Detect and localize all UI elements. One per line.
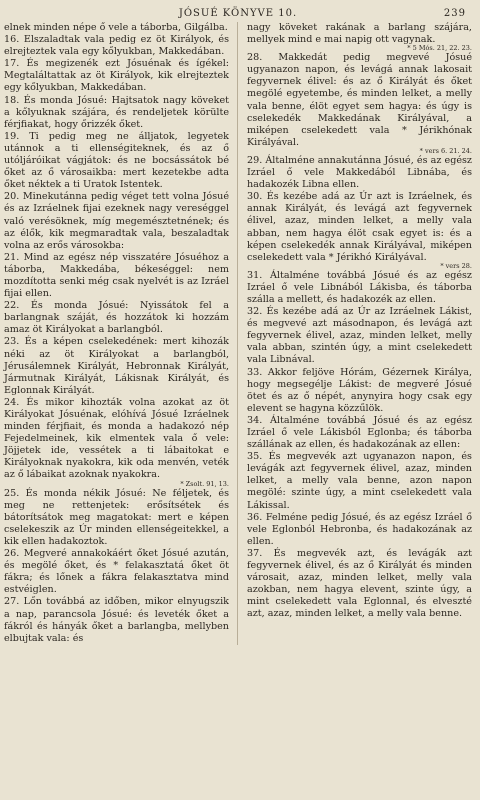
left-column	[4, 22, 237, 645]
verse-paragraph: 22. És monda Jósué: Nyissátok fel a barlangnak száját, és hozzátok ki hozzám amaz öt Királyokat a barlangból.	[4, 300, 229, 336]
cross-reference-note: * Zsolt. 91, 13.	[180, 479, 229, 488]
verse-paragraph: 32. És kezébe adá az Úr az Izráelnek Lákist, és megvevé azt másodnapon, és levágá azt fegyvernek élivel, azaz, minden lelket, melly vala abban, szintén úgy, a mint cselekedett vala Libnával.	[247, 306, 472, 366]
verse-paragraph: 37. És megvevék azt, és levágák azt fegyvernek élivel, és az ő Királyát és minden városait, azaz, minden lelket, melly vala azokban, nem hagya elevent, szinte úgy, a mint cselekedett vala Eglonnal, és elveszté azt, azaz, minden lelket, a melly vala benne.	[247, 547, 472, 620]
verse-paragraph: 16. Elszaladtak vala pedig ez öt Királyok, és elrejteztek vala egy kőlyukban, Makkedában.	[4, 34, 229, 58]
verse-paragraph: 35. És megvevék azt ugyanazon napon, és levágák azt fegyvernek élivel, azaz, minden lelket, a melly vala benne, azon napon megölé: szinte úgy, a mint cselekedett vala Lákissal.	[247, 451, 472, 511]
verse-paragraph: 25. És monda nékik Jósué: Ne féljetek, és meg ne rettenjetek: erősítsétek és bátorítsátok meg magatokat: mert e képen cselekeszik az Úr minden ellenségeitekkel, a kik ellen hadakoztok.	[4, 487, 229, 547]
verse-paragraph: 36. Felméne pedig Jósué, és az egész Izráel ő vele Eglonból Hebronba, és hadakozának az ellen.	[247, 511, 472, 547]
verse-paragraph: 34. Általméne továbbá Jósué és az egész Izráel ő vele Lákisból Eglonba; és táborba szállának az ellen, és hadakozának az ellen:	[247, 414, 472, 451]
verse-paragraph: 29. Általméne annakutánna Jósué, és az egész Izráel ő vele Makkedából Libnába, és hadakozék Libna ellen.	[247, 154, 472, 191]
verse-paragraph: 20. Minekutánna pedig véget tett volna Jósué és az Izráelnek fijai ezeknek nagy vereséggel való verésöknek, míg megemésztetnének; és az élők, kik megmaradtak vala, beszaladtak volna az erős városokba:	[4, 191, 229, 251]
page-header	[4, 6, 472, 22]
cross-reference-note: * 5 Mós. 21, 22. 23.	[407, 44, 472, 53]
verse-paragraph: 17. És megizenék ezt Jósuénak és ígékel: Megtaláltattak az öt Királyok, kik elrejteztek egy kőlyukban, Makkedában.	[4, 58, 229, 94]
text-columns	[4, 22, 472, 645]
verse-paragraph: 23. És a képen cselekedének: mert kihozák néki az öt Királyokat a barlangból, Jérusálemnek Királyát, Hebronnak Királyát, Jármutnak Királyát, Lákisnak Királyát, és Eglonnak Királyát.	[4, 336, 229, 396]
verse-paragraph: elnek minden népe ő vele a táborba, Gilgálba.	[4, 22, 228, 33]
page-number: 239	[443, 8, 466, 19]
verse-paragraph: 33. Akkor feljöve Hórám, Gézernek Királya, hogy megsegélje Lákist: de megveré Jósué ötet és az ő népét, anynyira hogy csak egy elevent se hagyna közzűlök.	[247, 366, 472, 414]
verse-paragraph: 18. És monda Jósué: Hajtsatok nagy köveket a kőlyuknak szájára, és rendeljetek körülte férjfiakat, hogy őrizzék őket.	[4, 94, 229, 130]
verse-paragraph: 26. Megveré annakokáért őket Jósué azután, és megölé őket, és * felakasztatá őket öt fákra; és lőnek a fákra felakasztatva mind estvéiglen.	[4, 548, 229, 596]
verse-paragraph: 24. És mikor kihozták volna azokat az öt Királyokat Jósuénak, elóhívá Jósué Izráelnek minden férjfiait, és monda a hadakozó nép Fejedelmeinek, kik elmentek vala ő vele: Jöjjetek ide, vessétek a ti lábaitokat e Királyoknak nyakokra, kik oda menvén, veték az ő lábaikat azoknak nyakokra.	[4, 396, 229, 481]
verse-paragraph: nagy köveket rakának a barlang szájára, mellyek mind e mai napig ott vagynak.	[247, 22, 472, 46]
verse-paragraph: 19. Ti pedig meg ne álljatok, legyetek utánnok a ti ellenségiteknek, és az ő utóljáróikat vágjátok: és ne bocsássátok bé őket az ő városaikba: mert kezetekbe adta őket néktek a ti Uratok Istentek.	[4, 130, 229, 191]
verse-paragraph: 30. És kezébe adá az Úr azt is Izráelnek, és annak Királyát, és levágá azt fegyvernek élivel, azaz, minden lelket, a melly vala abban, nem hagya élöt csak egyet is: és a képen cselekedék annak Királyával, miképen cselekedett vala * Jérikhó Királyával.	[247, 191, 472, 263]
right-column	[237, 22, 472, 645]
verse-paragraph: 21. Mind az egész nép visszatére Jósuéhoz a táborba, Makkedába, békeséggel: nem mozdította senki még csak nyelvét is az Izráel fijai ellen.	[4, 251, 229, 300]
cross-reference-note: * vers 6. 21. 24.	[419, 146, 472, 155]
cross-reference-note: * vers 28.	[440, 261, 472, 270]
verse-paragraph: 27. Lőn továbbá az időben, mikor elnyugszik a nap, parancsola Jósué: és leveték őket a fákról és hányák őket a barlangba, mellyben elbujtak vala: és	[4, 596, 229, 644]
verse-paragraph: 28. Makkedát pedig megvevé Jósué ugyanazon napon, és levágá annak lakosait fegyvernek élivel: és az ő Királyát és őket megölé egyetembe, és minden lelket, a melly vala benne, élöt egyet sem hagya: és úgy is cselekedék Makkedának Királyával, a miképen cselekedett vala * Jérikhónak Királyával.	[247, 52, 472, 148]
verse-paragraph: 31. Általméne továbbá Jósué és az egész Izráel ő vele Libnából Lákisba, és táborba szálla a mellett, és hadakozék az ellen.	[247, 269, 472, 305]
running-title: JÓSUÉ KÖNYVE 10.	[178, 8, 298, 19]
